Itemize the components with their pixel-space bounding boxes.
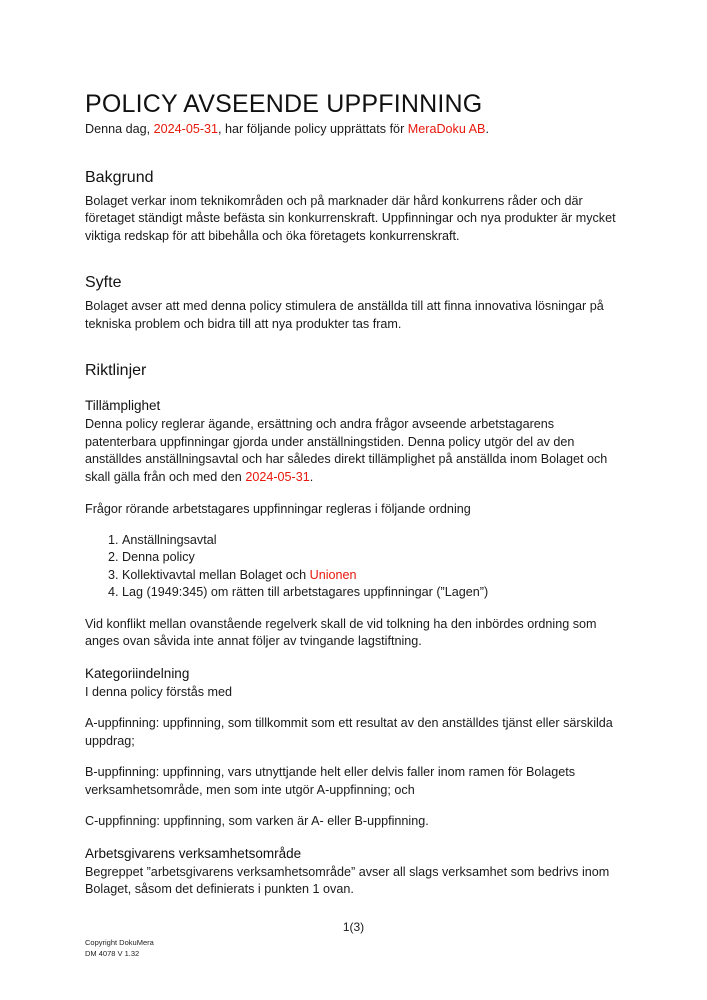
kategori-c: C-uppfinning: uppfinning, som varken är A- eller B-uppfinning. [85, 814, 429, 828]
konflikt-text: Vid konflikt mellan ovanstående regelverk skall de vid tolkning ha den inbördes ordning som anges ovan såvida inte annat följer av tvingande lagstiftning. [85, 616, 597, 648]
union-name: Unionen [309, 567, 357, 582]
company-name: MeraDoku AB [407, 122, 486, 136]
tillamplighet-post: . [309, 469, 314, 484]
page-number: 1(3) [342, 920, 365, 934]
ordning-list [85, 532, 625, 602]
copyright-text: Copyright DokuMera [85, 938, 154, 947]
heading-riktlinjer: Riktlinjer [85, 362, 147, 379]
bakgrund-text: Bolaget verkar inom teknikområden och på marknader där hård konkurrens råder och där företaget ständigt måste befästa sin konkurrenskraft. Uppfinningar och nya produkter är mycket viktiga redskap för att bibehålla och öka företagets konkurrenskraft. [85, 193, 616, 243]
tillamplighet-date: 2024-05-31 [245, 469, 310, 484]
list-item [122, 567, 625, 585]
tillamplighet-body: Denna policy reglerar ägande, ersättning och andra frågor avseende arbetstagarens patenterbara uppfinningar gjorda under anställningstiden. Denna policy utgör del av den anställdes anställningsavtal och har således direkt tillämplighet på anställda inom Bolaget och skall gälla från och med den [85, 417, 608, 484]
intro-paragraph [85, 121, 625, 139]
footer-copyright [85, 937, 154, 959]
kategori-intro: I denna policy förstås med [85, 684, 233, 699]
list-item [122, 532, 625, 550]
list-item [122, 584, 625, 602]
intro-mid: , har följande policy upprättats för [218, 122, 408, 136]
intro-post: . [485, 122, 489, 136]
kategori-b: B-uppfinning: uppfinning, vars utnyttjande helt eller delvis faller inom ramen för Bolagets verksamhetsområde, men som inte utgör A-uppfinning; och [85, 765, 576, 797]
kategori-a: A-uppfinning: uppfinning, som tillkommit som ett resultat av den anställdes tjänst eller särskilda uppdrag; [85, 716, 613, 748]
syfte-text: Bolaget avser att med denna policy stimulera de anställda till att finna innovativa lösningar på tekniska problem och bidra till att nya produkter tas fram. [85, 299, 604, 331]
list-item-text: Anställningsavtal [122, 532, 217, 547]
document-title: POLICY AVSEENDE UPPFINNING [85, 90, 483, 118]
ordning-intro: Frågor rörande arbetstagares uppfinningar regleras i följande ordning [85, 502, 471, 516]
intro-date: 2024-05-31 [153, 122, 219, 136]
heading-verksamhetsomrade: Arbetsgivarens verksamhetsområde [85, 845, 302, 861]
document-id: DM 4078 V 1.32 [85, 949, 140, 958]
intro-pre: Denna dag, [85, 122, 154, 136]
heading-kategoriindelning: Kategoriindelning [85, 665, 190, 681]
tillamplighet-text [85, 416, 625, 486]
heading-tillamplighet: Tillämplighet [85, 398, 161, 413]
heading-syfte: Syfte [85, 274, 122, 291]
list-item-text: Lag (1949:345) om rätten till arbetstagares uppfinningar (”Lagen”) [122, 585, 489, 599]
list-item [122, 549, 625, 567]
document-page [85, 88, 625, 899]
list-item-text: Denna policy [122, 550, 195, 564]
list-item-text: Kollektivavtal mellan Bolaget och [122, 567, 310, 582]
verksamhet-text: Begreppet ”arbetsgivarens verksamhetsområde” avser all slags verksamhet som bedrivs inom Bolaget, såsom det definierats i punkten 1 ovan. [85, 864, 610, 896]
heading-bakgrund: Bakgrund [85, 168, 154, 186]
